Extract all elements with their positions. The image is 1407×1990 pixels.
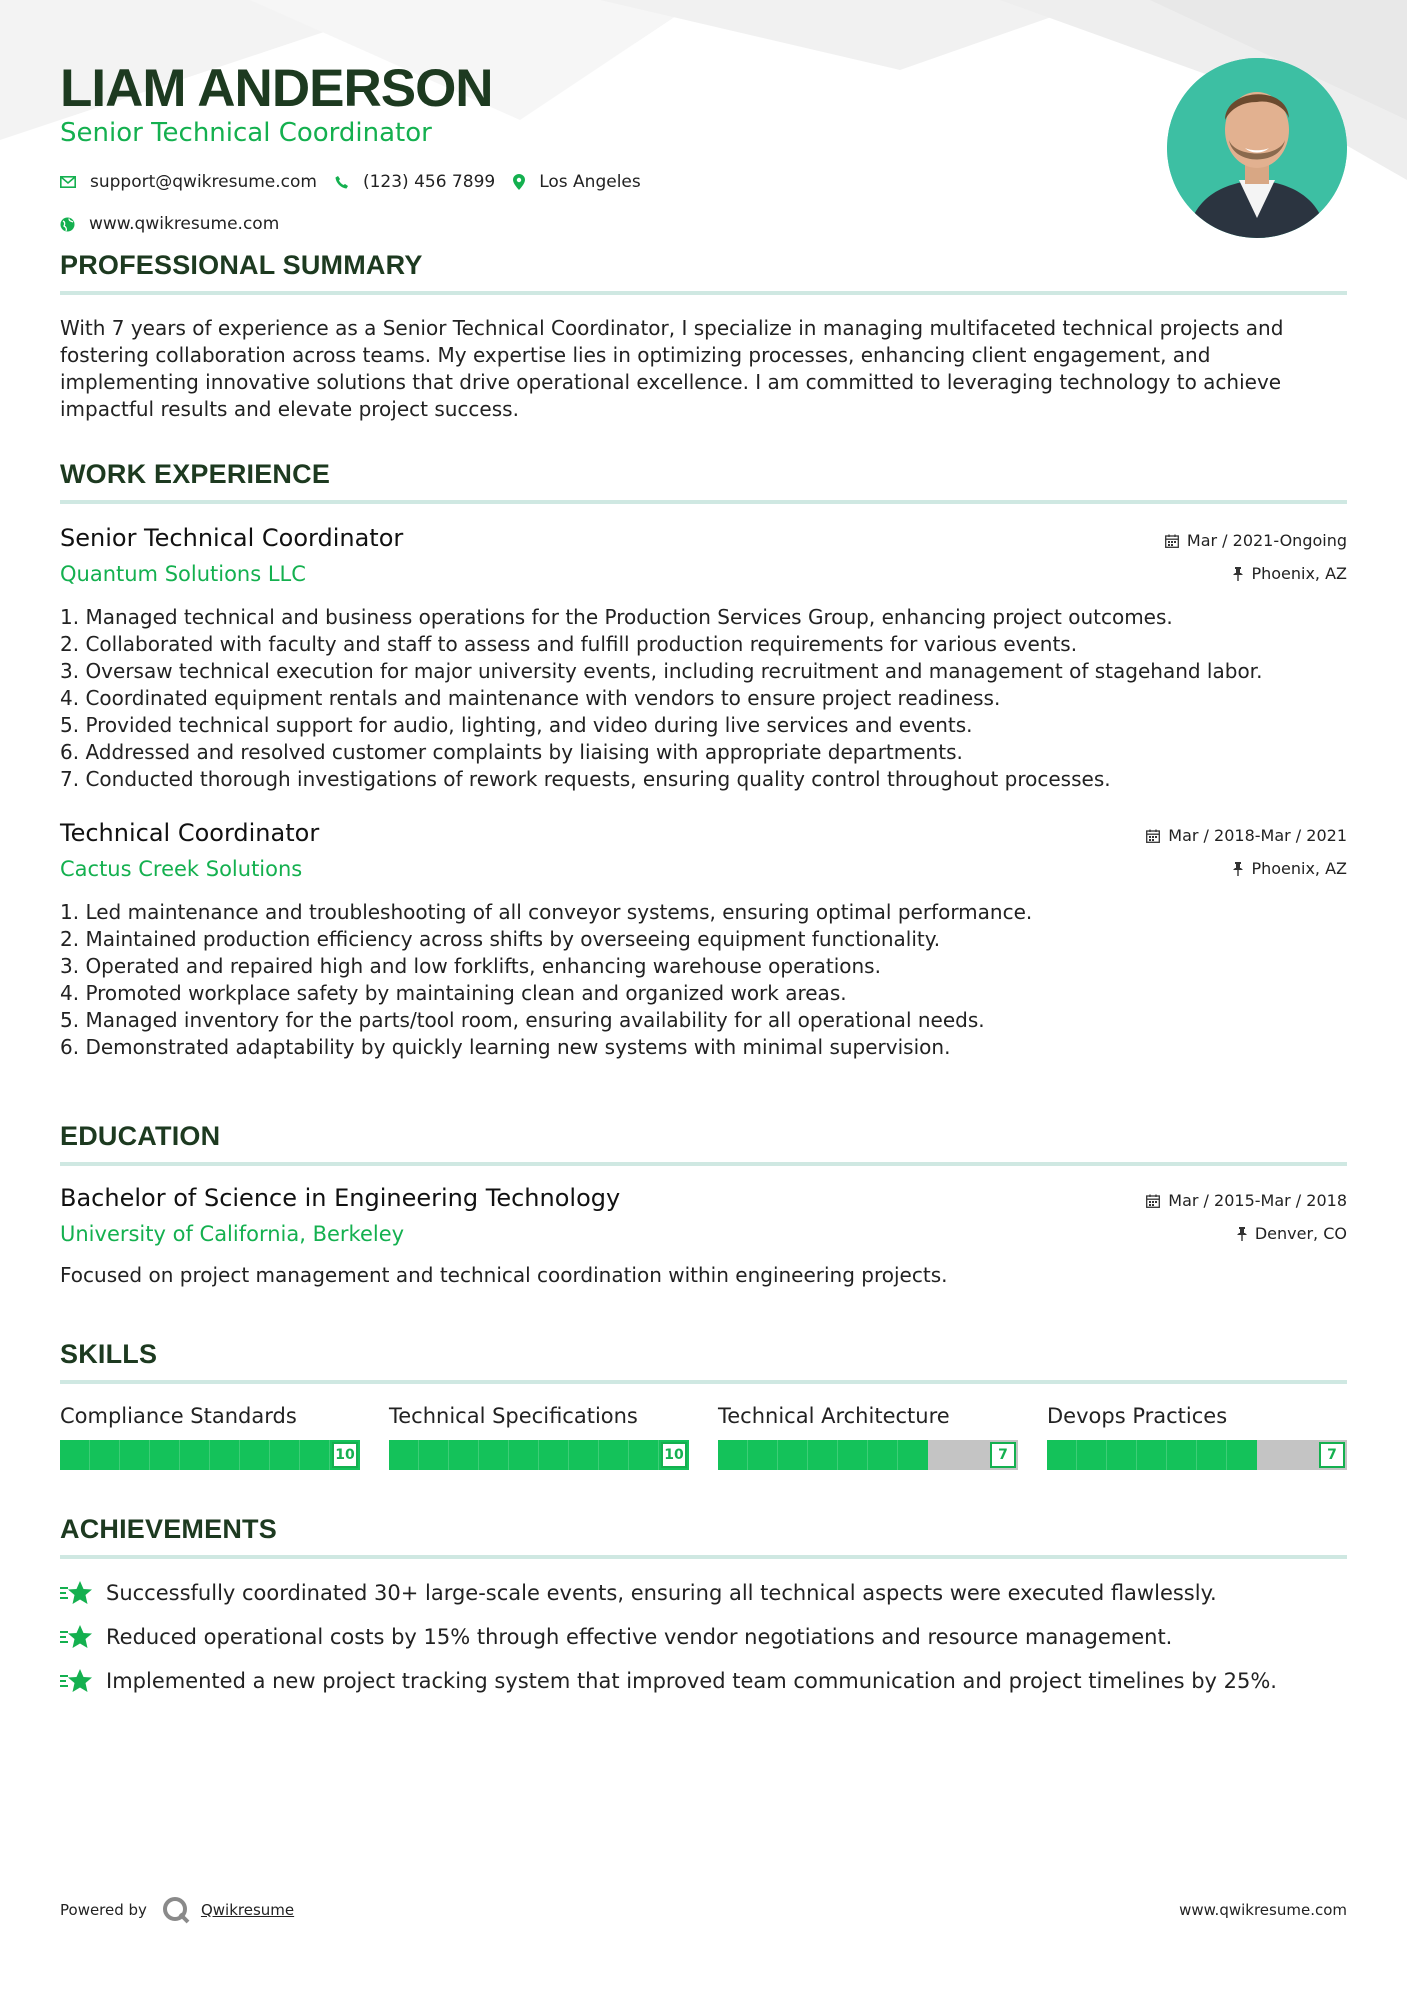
- star-award-icon: [60, 1624, 94, 1650]
- job-entry: [60, 819, 1347, 1061]
- job-title: Technical Coordinator: [60, 819, 320, 847]
- skill-name: Technical Architecture: [718, 1404, 950, 1428]
- skill-level: 7: [990, 1442, 1016, 1468]
- skill-name: Compliance Standards: [60, 1404, 297, 1428]
- email-item[interactable]: [60, 172, 317, 192]
- education-dates: Mar / 2015-Mar / 2018: [1146, 1184, 1347, 1217]
- achievements-section: [60, 1514, 1347, 1703]
- bullet-item: 6. Addressed and resolved customer complaints by liaising with appropriate departments.: [60, 740, 963, 764]
- star-award-icon: [60, 1668, 94, 1694]
- pushpin-icon: [1233, 862, 1243, 876]
- summary-heading: PROFESSIONAL SUMMARY: [60, 250, 1347, 295]
- skill-bar-segment: [389, 1440, 659, 1470]
- education-location: Denver, CO: [1146, 1217, 1347, 1250]
- location-text: Los Angeles: [539, 172, 641, 192]
- calendar-icon: [1146, 1194, 1160, 1208]
- experience-section: [60, 459, 1347, 1061]
- bullet-item: 3. Operated and repaired high and low forklifts, enhancing warehouse operations.: [60, 954, 881, 978]
- skill-item: [718, 1404, 1018, 1470]
- bullet-item: 1. Led maintenance and troubleshooting of all conveyor systems, ensuring optimal performance.: [60, 900, 1033, 924]
- bullet-item: 5. Provided technical support for audio, lighting, and video during live services and events.: [60, 713, 973, 737]
- job-entry: [60, 524, 1347, 793]
- powered-by: [60, 1895, 294, 1925]
- footer-website[interactable]: www.qwikresume.com: [1179, 1901, 1347, 1919]
- achievements-list: [60, 1571, 1347, 1703]
- calendar-icon: [1146, 829, 1160, 843]
- experience-heading: WORK EXPERIENCE: [60, 459, 1347, 504]
- summary-text: With 7 years of experience as a Senior Technical Coordinator, I specialize in managing multifaceted technical projects and fostering collaboration across teams. My expertise lies in optimizing processes, enhancing client engagement, and implementing innovative solutions that drive operational excellence. I am committed to leveraging technology to achieve impactful results and elevate project success.: [60, 316, 1284, 421]
- calendar-icon: [1165, 534, 1179, 548]
- skill-bar-segment: [1047, 1440, 1227, 1470]
- powered-by-label: Powered by: [60, 1901, 147, 1919]
- degree-title: Bachelor of Science in Engineering Technology: [60, 1184, 621, 1212]
- skill-bar: [718, 1440, 1018, 1470]
- envelope-icon: [60, 176, 76, 188]
- globe-icon: [60, 217, 75, 232]
- skills-section: [60, 1339, 1347, 1470]
- job-title: Senior Technical Coordinator: [60, 524, 404, 552]
- candidate-title: Senior Technical Coordinator: [60, 118, 432, 148]
- website-item[interactable]: [60, 214, 279, 234]
- skill-item: [389, 1404, 689, 1470]
- star-award-icon: [60, 1580, 94, 1606]
- job-bullets: [60, 604, 1347, 793]
- skill-bar: [389, 1440, 689, 1470]
- achievement-item: Implemented a new project tracking system that improved team communication and project timelines by 25%.: [60, 1659, 1347, 1703]
- skill-bar-segment: [718, 1440, 898, 1470]
- company-name: Cactus Creek Solutions: [60, 857, 303, 881]
- bullet-item: 2. Maintained production efficiency across shifts by overseeing equipment functionality.: [60, 927, 941, 951]
- education-description: Focused on project management and technical coordination within engineering projects.: [60, 1263, 948, 1287]
- achievement-item: Reduced operational costs by 15% through effective vendor negotiations and resource management.: [60, 1615, 1347, 1659]
- skill-name: Devops Practices: [1047, 1404, 1228, 1428]
- skills-list: [60, 1404, 1347, 1470]
- education-heading: EDUCATION: [60, 1121, 1347, 1166]
- bullet-item: 2. Collaborated with faculty and staff to assess and fulfill production requirements for various events.: [60, 632, 1078, 656]
- website-text: www.qwikresume.com: [89, 214, 280, 234]
- bullet-item: 4. Coordinated equipment rentals and maintenance with vendors to ensure project readiness.: [60, 686, 1001, 710]
- contact-row: [60, 172, 659, 192]
- phone-text: (123) 456 7899: [362, 172, 496, 192]
- skill-item: [1047, 1404, 1347, 1470]
- phone-item[interactable]: [335, 172, 495, 192]
- job-dates: Mar / 2021-Ongoing: [1165, 524, 1347, 557]
- skill-name: Technical Specifications: [389, 1404, 638, 1428]
- email-text: support@qwikresume.com: [90, 172, 317, 192]
- job-bullets: [60, 899, 1347, 1061]
- skill-level: 10: [661, 1442, 687, 1468]
- company-name: Quantum Solutions LLC: [60, 562, 306, 586]
- bullet-item: 7. Conducted thorough investigations of rework requests, ensuring quality control throughout processes.: [60, 767, 1111, 791]
- website-row: [60, 214, 297, 234]
- achievement-item: Successfully coordinated 30+ large-scale events, ensuring all technical aspects were executed flawlessly.: [60, 1571, 1347, 1615]
- achievements-heading: ACHIEVEMENTS: [60, 1514, 1347, 1559]
- candidate-name: LIAM ANDERSON: [60, 59, 493, 118]
- location-item: [513, 172, 641, 192]
- skill-bar: [60, 1440, 360, 1470]
- resume-header: [60, 0, 1347, 250]
- qwikresume-logo-icon: [161, 1895, 191, 1925]
- summary-section: [60, 250, 1347, 423]
- skill-bar: [1047, 1440, 1347, 1470]
- bullet-item: 3. Oversaw technical execution for major university events, including recruitment and management of stagehand labor.: [60, 659, 1263, 683]
- skill-item: [60, 1404, 360, 1470]
- bullet-item: 1. Managed technical and business operations for the Production Services Group, enhancing project outcomes.: [60, 605, 1173, 629]
- skill-level: 10: [332, 1442, 358, 1468]
- bullet-item: 6. Demonstrated adaptability by quickly learning new systems with minimal supervision.: [60, 1035, 951, 1059]
- skills-heading: SKILLS: [60, 1339, 1347, 1384]
- phone-icon: [335, 175, 349, 189]
- skill-level: 7: [1319, 1442, 1345, 1468]
- pushpin-icon: [1237, 1227, 1247, 1241]
- education-section: [60, 1121, 1347, 1289]
- brand-link[interactable]: Qwikresume: [200, 1901, 295, 1919]
- pushpin-icon: [1233, 567, 1243, 581]
- profile-photo: [1167, 58, 1347, 238]
- page-footer: [60, 1895, 1347, 1925]
- job-dates: Mar / 2018-Mar / 2021: [1146, 819, 1347, 852]
- skill-bar-segment: [60, 1440, 330, 1470]
- bullet-item: 4. Promoted workplace safety by maintaining clean and organized work areas.: [60, 981, 847, 1005]
- job-location: Phoenix, AZ: [1165, 557, 1347, 590]
- job-location: Phoenix, AZ: [1146, 852, 1347, 885]
- bullet-item: 5. Managed inventory for the parts/tool room, ensuring availability for all operational needs.: [60, 1008, 985, 1032]
- map-pin-icon: [513, 174, 525, 190]
- school-name: University of California, Berkeley: [60, 1222, 405, 1246]
